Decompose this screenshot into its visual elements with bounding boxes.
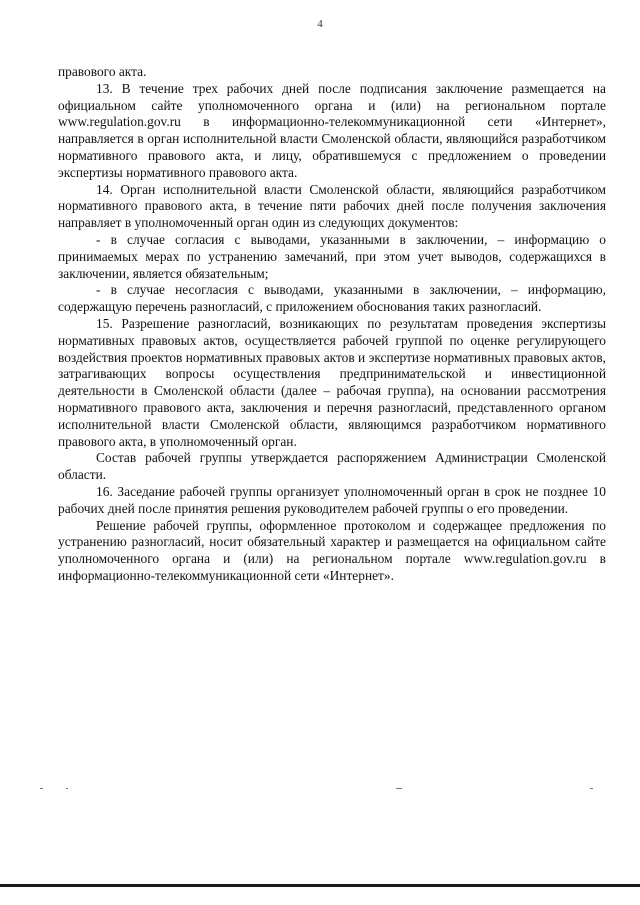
scan-mark — [396, 788, 402, 789]
paragraph-continuation: правового акта. — [58, 64, 147, 79]
paragraph-item-14-agree: - в случае согласия с выводами, указанными в заключении, – информацию о принимаемых мерах по устранению замечаний, при этом учет выводов, содержащихся в заключении, является обязательным; — [58, 231, 606, 281]
scan-mark — [40, 788, 43, 789]
paragraph-item-16: 16. Заседание рабочей группы организует уполномоченный орган в срок не позднее 10 рабочих дней после принятия решения руководителем рабочей группы о его проведении. — [58, 483, 606, 516]
paragraph-item-15: 15. Разрешение разногласий, возникающих по результатам проведения экспертизы нормативных правовых актов, осуществляется рабочей группой по оценке регулирующего воздействия проектов нормативных правовых актов и экспертизе нормативных правовых актов, затрагивающих вопросы осуществления предпринимательской и инвестиционной деятельности в Смоленской области (далее – рабочая группа), на основании рассмотрения нормативного правового акта, заключения и перечня разногласий, представленного органом исполнительной власти Смоленской области, являющимся разработчиком нормативного правового акта, в уполномоченный орган. — [58, 315, 606, 449]
scan-mark — [66, 788, 68, 789]
scan-bottom-edge — [0, 884, 640, 887]
page-number: 4 — [317, 18, 323, 30]
paragraph-item-14: 14. Орган исполнительной власти Смоленской области, являющийся разработчиком нормативного правового акта, в течение пяти рабочих дней после получения заключения направляет в уполномоченный орган один из следующих документов: — [58, 181, 606, 231]
paragraph-item-14-disagree: - в случае несогласия с выводами, указанными в заключении, – информацию, содержащую перечень разногласий, с приложением обоснования таких разногласий. — [58, 282, 606, 315]
document-body — [58, 64, 606, 585]
scan-mark — [590, 788, 593, 789]
paragraph-item-16-decision: Решение рабочей группы, оформленное протоколом и содержащее предложения по устранению разногласий, носит обязательный характер и размещается на официальном сайте уполномоченного органа и (или) на региональном портале www.regulation.gov.ru в информационно-телекоммуникационной сети «Интернет». — [58, 517, 606, 583]
paragraph-item-13: 13. В течение трех рабочих дней после подписания заключение размещается на официальном сайте уполномоченного органа и (или) на региональном портале www.regulation.gov.ru в информационно-телекоммуникационной сети «Интернет», направляется в орган исполнительной власти Смоленской области, являющийся разработчиком нормативного правового акта, и лицу, обратившемуся с предложением о проведении экспертизы нормативного правового акта. — [58, 80, 606, 180]
paragraph-item-15-composition: Состав рабочей группы утверждается распоряжением Администрации Смоленской области. — [58, 450, 606, 483]
